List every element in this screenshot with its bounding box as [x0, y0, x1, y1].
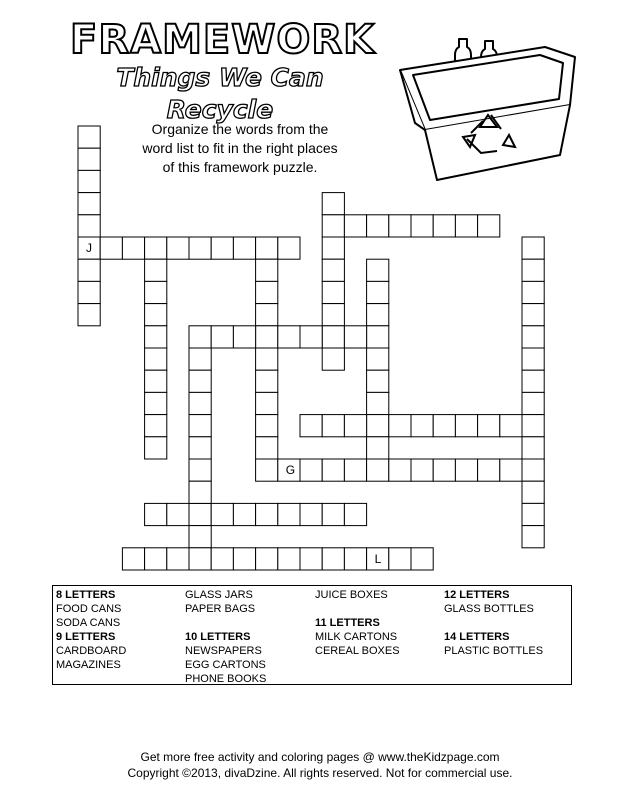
grid-cell[interactable] — [322, 459, 344, 481]
page-subtitle: Things We Can Recycle — [116, 63, 324, 124]
grid-cell[interactable] — [522, 459, 544, 481]
grid-cell[interactable] — [78, 126, 100, 148]
grid-cell[interactable] — [167, 548, 189, 570]
grid-cell[interactable] — [145, 370, 167, 392]
grid-cell[interactable] — [211, 503, 233, 525]
grid-cell[interactable] — [522, 304, 544, 326]
grid-cell[interactable] — [322, 193, 344, 215]
grid-cell[interactable] — [522, 348, 544, 370]
grid-cell[interactable] — [478, 459, 500, 481]
grid-cell[interactable] — [233, 548, 255, 570]
grid-cell[interactable] — [433, 215, 455, 237]
grid-cell[interactable] — [300, 548, 322, 570]
grid-cell[interactable] — [211, 548, 233, 570]
grid-cell[interactable] — [389, 215, 411, 237]
grid-cell[interactable] — [100, 237, 122, 259]
grid-cell[interactable] — [389, 459, 411, 481]
grid-cell[interactable] — [344, 415, 366, 437]
grid-cell[interactable] — [189, 437, 211, 459]
grid-cell[interactable] — [256, 304, 278, 326]
grid-cell[interactable] — [256, 281, 278, 303]
grid-cell[interactable] — [522, 281, 544, 303]
grid-cell[interactable] — [189, 548, 211, 570]
grid-cell[interactable] — [322, 348, 344, 370]
word-list-heading: 10 LETTERS — [185, 631, 251, 643]
grid-cell[interactable] — [78, 259, 100, 281]
grid-cell[interactable] — [189, 459, 211, 481]
grid-cell[interactable] — [522, 437, 544, 459]
grid-cell[interactable] — [145, 503, 167, 525]
grid-cell[interactable] — [122, 237, 144, 259]
grid-cell[interactable] — [344, 459, 366, 481]
grid-cell[interactable] — [367, 326, 389, 348]
word-list-item: JUICE BOXES — [315, 589, 388, 601]
grid-cell[interactable] — [256, 370, 278, 392]
word-list-item: NEWSPAPERS — [185, 645, 262, 657]
grid-cell[interactable] — [522, 415, 544, 437]
word-list-item: CEREAL BOXES — [315, 645, 400, 657]
grid-cell[interactable] — [145, 548, 167, 570]
grid-cell[interactable] — [189, 481, 211, 503]
grid-cell[interactable] — [322, 215, 344, 237]
grid-cell[interactable] — [78, 170, 100, 192]
grid-cell[interactable] — [322, 548, 344, 570]
grid-cell[interactable] — [367, 415, 389, 437]
word-list-item: EGG CARTONS — [185, 659, 266, 671]
grid-cell[interactable] — [367, 348, 389, 370]
word-list-column — [56, 588, 126, 672]
grid-cell[interactable] — [522, 392, 544, 414]
grid-cell[interactable] — [256, 548, 278, 570]
word-list-heading: 9 LETTERS — [56, 631, 116, 643]
grid-cell[interactable] — [433, 415, 455, 437]
grid-cell[interactable] — [300, 503, 322, 525]
grid-cell[interactable] — [500, 415, 522, 437]
grid-cell[interactable] — [522, 503, 544, 525]
grid-cell[interactable] — [78, 281, 100, 303]
grid-cell[interactable] — [344, 548, 366, 570]
given-letter: G — [285, 463, 296, 477]
grid-cell[interactable] — [145, 392, 167, 414]
grid-cell[interactable] — [78, 215, 100, 237]
grid-cell[interactable] — [256, 237, 278, 259]
grid-cell[interactable] — [344, 326, 366, 348]
grid-cell[interactable] — [389, 415, 411, 437]
footer-copyright-text: Copyright ©2013, divaDzine. All rights reserved. Not for commercial use. — [127, 766, 513, 780]
grid-cell[interactable] — [300, 415, 322, 437]
instructions-text: Organize the words from the word list to fit in the right places of this framework puzzle. — [142, 121, 338, 175]
grid-cell[interactable] — [455, 459, 477, 481]
grid-cell[interactable] — [145, 437, 167, 459]
grid-cell[interactable] — [145, 237, 167, 259]
word-list-column — [444, 588, 543, 658]
grid-cell[interactable] — [522, 237, 544, 259]
word-list-heading: 11 LETTERS — [315, 617, 380, 629]
grid-cell[interactable] — [411, 215, 433, 237]
word-list-item: CARDBOARD — [56, 645, 127, 657]
grid-cell[interactable] — [211, 237, 233, 259]
grid-cell[interactable] — [522, 326, 544, 348]
grid-cell[interactable] — [256, 437, 278, 459]
word-list-box — [52, 585, 572, 685]
grid-cell[interactable] — [167, 503, 189, 525]
grid-cell[interactable] — [455, 215, 477, 237]
grid-cell[interactable] — [256, 348, 278, 370]
page-title: FRAMEWORK — [70, 17, 376, 63]
grid-cell[interactable] — [145, 348, 167, 370]
grid-cell[interactable] — [322, 415, 344, 437]
grid-cell[interactable] — [78, 304, 100, 326]
word-list-item: FOOD CANS — [56, 603, 122, 615]
grid-cell[interactable] — [189, 392, 211, 414]
grid-cell[interactable] — [322, 259, 344, 281]
grid-cell[interactable] — [189, 326, 211, 348]
footer-website-text: Get more free activity and coloring pages @ www.theKidzpage.com — [140, 750, 500, 764]
grid-cell[interactable] — [344, 215, 366, 237]
grid-cell[interactable] — [322, 237, 344, 259]
grid-cell[interactable] — [122, 548, 144, 570]
grid-cell[interactable] — [455, 415, 477, 437]
grid-cell[interactable] — [367, 437, 389, 459]
grid-cell[interactable] — [411, 415, 433, 437]
grid-cell[interactable] — [367, 304, 389, 326]
grid-cell[interactable] — [300, 459, 322, 481]
grid-cell[interactable] — [189, 370, 211, 392]
grid-cell[interactable] — [367, 215, 389, 237]
grid-cell[interactable] — [478, 215, 500, 237]
grid-cell[interactable] — [189, 237, 211, 259]
grid-cell[interactable] — [256, 415, 278, 437]
word-list-heading: 8 LETTERS — [56, 589, 116, 601]
grid-cell[interactable] — [367, 281, 389, 303]
word-list-heading: 14 LETTERS — [444, 631, 510, 643]
grid-cell[interactable] — [78, 148, 100, 170]
grid-cell[interactable] — [145, 415, 167, 437]
grid-cell[interactable] — [78, 193, 100, 215]
word-list-heading: 12 LETTERS — [444, 589, 510, 601]
grid-cell[interactable] — [478, 415, 500, 437]
grid-cell[interactable] — [256, 503, 278, 525]
grid-cell[interactable] — [522, 259, 544, 281]
grid-cell[interactable] — [256, 259, 278, 281]
grid-cell[interactable] — [522, 370, 544, 392]
word-list-item: PHONE BOOKS — [185, 673, 267, 685]
grid-cell[interactable] — [233, 503, 255, 525]
grid-cell[interactable] — [522, 481, 544, 503]
grid-cell[interactable] — [145, 304, 167, 326]
grid-cell[interactable] — [411, 459, 433, 481]
grid-cell[interactable] — [367, 370, 389, 392]
grid-cell[interactable] — [367, 259, 389, 281]
word-list-item: MAGAZINES — [56, 659, 121, 671]
grid-cell[interactable] — [433, 459, 455, 481]
grid-cell[interactable] — [145, 259, 167, 281]
grid-cell[interactable] — [278, 503, 300, 525]
grid-cell[interactable] — [322, 503, 344, 525]
grid-cell[interactable] — [211, 326, 233, 348]
grid-cell[interactable] — [367, 459, 389, 481]
grid-cell[interactable] — [189, 503, 211, 525]
given-letter: J — [86, 241, 92, 255]
grid-cell[interactable] — [233, 326, 255, 348]
word-list-item: MILK CARTONS — [315, 631, 398, 643]
word-list-item: PAPER BAGS — [185, 603, 256, 615]
grid-cell[interactable] — [411, 548, 433, 570]
grid-cell[interactable] — [145, 326, 167, 348]
word-list-item: GLASS JARS — [185, 589, 253, 601]
grid-cell[interactable] — [500, 459, 522, 481]
grid-cell[interactable] — [256, 459, 278, 481]
word-list-column — [185, 588, 266, 686]
grid-cell[interactable] — [278, 237, 300, 259]
grid-cell[interactable] — [522, 526, 544, 548]
word-list-item: SODA CANS — [56, 617, 121, 629]
grid-cell[interactable] — [256, 392, 278, 414]
grid-cell[interactable] — [322, 281, 344, 303]
grid-cell[interactable] — [189, 348, 211, 370]
word-list-item: GLASS BOTTLES — [444, 603, 534, 615]
grid-cell[interactable] — [367, 392, 389, 414]
grid-cell[interactable] — [189, 526, 211, 548]
grid-cell[interactable] — [145, 281, 167, 303]
grid-cell[interactable] — [167, 237, 189, 259]
grid-cell[interactable] — [300, 326, 322, 348]
grid-cell[interactable] — [344, 503, 366, 525]
grid-cell[interactable] — [322, 304, 344, 326]
word-list-item: PLASTIC BOTTLES — [444, 645, 544, 657]
grid-cell[interactable] — [278, 326, 300, 348]
grid-cell[interactable] — [256, 326, 278, 348]
grid-cell[interactable] — [278, 548, 300, 570]
grid-cell[interactable] — [322, 326, 344, 348]
grid-cell[interactable] — [189, 415, 211, 437]
given-letter: L — [374, 551, 382, 566]
grid-cell[interactable] — [389, 548, 411, 570]
grid-cell[interactable] — [233, 237, 255, 259]
word-list-column — [315, 588, 400, 658]
